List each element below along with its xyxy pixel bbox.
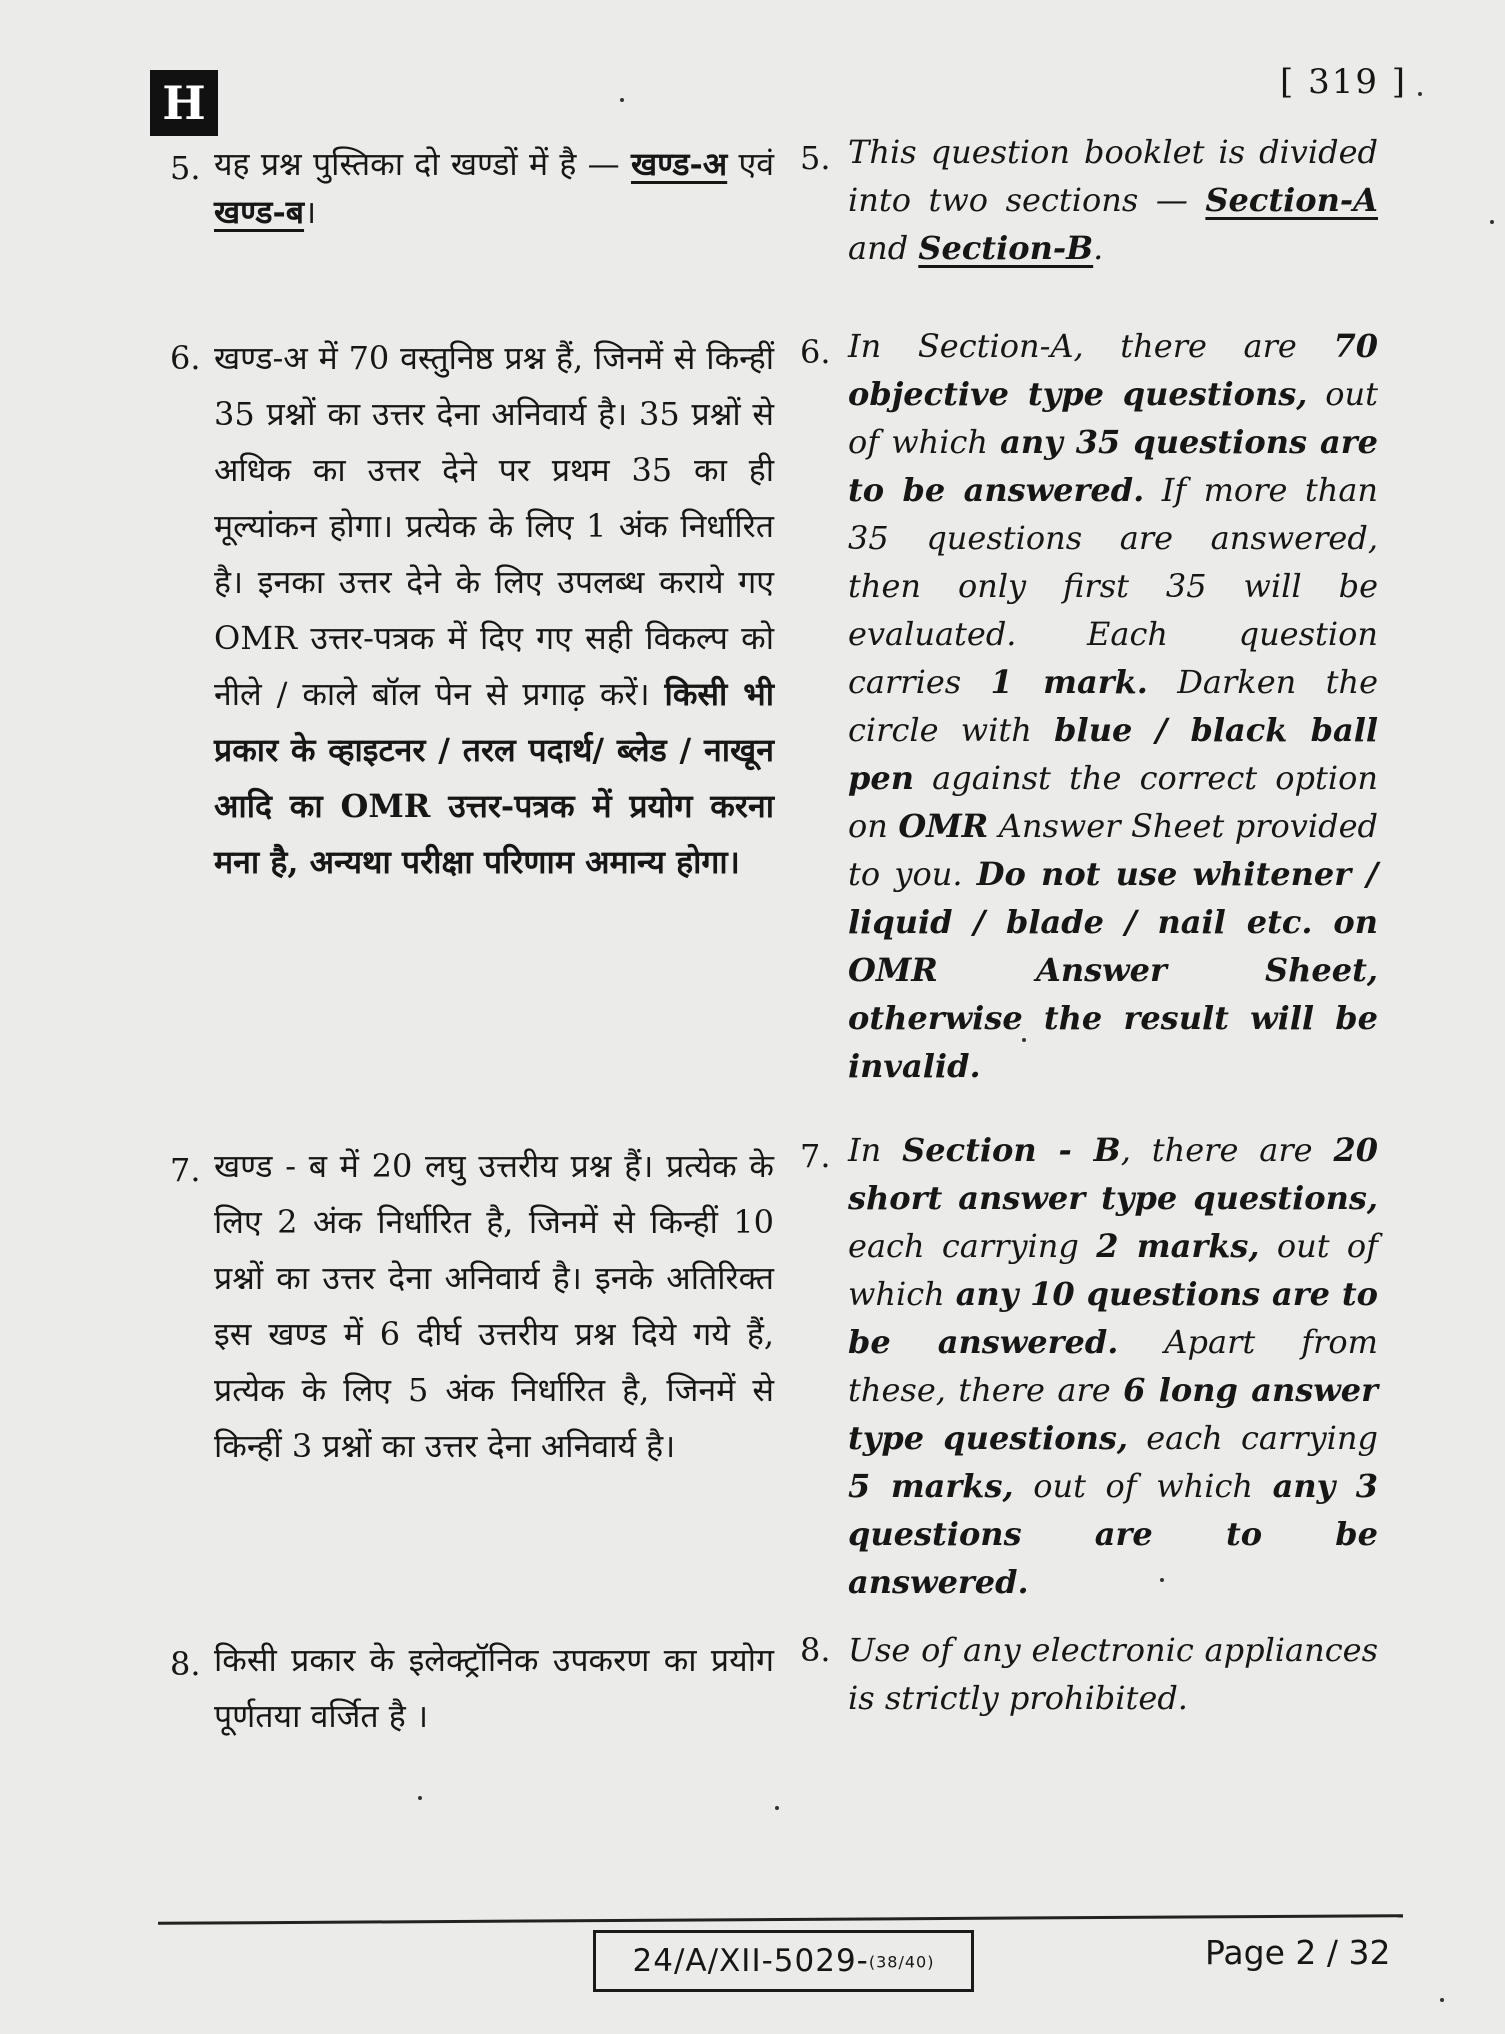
footer-divider [158, 1914, 1403, 1925]
scan-speck [1022, 1038, 1026, 1042]
english-text-part: Apart from these, there are [848, 1323, 1379, 1409]
english-bold-part: OMR [898, 807, 989, 845]
english-bold-part: 1 mark. [990, 663, 1148, 701]
hindi-text-part: यह प्रश्न पुस्तिका दो खण्डों में है — [214, 145, 631, 183]
item-8-english-text: Use of any electronic appliances is strictly prohibited. [848, 1631, 1378, 1717]
english-bold-part: 70 objective type questions, [848, 327, 1378, 413]
paper-code-box [593, 1930, 974, 1992]
english-text-part: out of which [848, 375, 1379, 461]
english-text-part: . [1093, 229, 1104, 267]
item-7-english-text [848, 1126, 1378, 1606]
english-text-part: out of which [848, 1227, 1379, 1313]
item-6-english-number: 6. [800, 333, 831, 371]
english-bold-part: blue / black ball pen [848, 711, 1379, 797]
english-text-part: This question booklet is divided into two sections — [848, 133, 1378, 219]
item-8-hindi-text: किसी प्रकार के इलेक्ट्रॉनिक उपकरण का प्रयोग पूर्णतया वर्जित है । [214, 1641, 774, 1735]
hindi-text-part: खण्ड-अ में 70 वस्तुनिष्ठ प्रश्न हैं, जिनमें से किन्हीं 35 प्रश्नों का उत्तर देना अनिवार्य है। 35 प्रश्नों से अधिक का उत्तर देने पर प्रथम 35 का ही मूल्यांकन होगा। प्रत्येक के लिए 1 अंक निर्धारित है। इनका उत्तर देने के लिए उपलब्ध कराये गए OMR उत्तर-पत्रक में दिए गए सही विकल्प को नीले / काले बॉल पेन से प्रगाढ़ करें। [214, 339, 774, 713]
english-bold-part: any 3 questions are to be answered. [848, 1467, 1379, 1601]
section-b-hindi: खण्ड-ब [214, 193, 305, 231]
section-a-english: Section-A [1205, 181, 1378, 219]
english-text-part: each carrying [1128, 1419, 1378, 1457]
hindi-warning-text: किसी भी प्रकार के व्हाइटनर / तरल पदार्थ/ ब्लेड / नाखून आदि का OMR उत्तर-पत्रक में प्रयोग करना मना है, अन्यथा परीक्षा परिणाम अमान्य होगा। [214, 675, 774, 881]
scan-speck [775, 1806, 779, 1810]
item-5-hindi-text [214, 140, 774, 236]
item-7-hindi-text: खण्ड - ब में 20 लघु उत्तरीय प्रश्न हैं। प्रत्येक के लिए 2 अंक निर्धारित है, जिनमें से किन्हीं 10 प्रश्नों का उत्तर देना अनिवार्य है। इनके अतिरिक्त इस खण्ड में 6 दीर्घ उत्तरीय प्रश्न दिये गये हैं, प्रत्येक के लिए 5 अंक निर्धारित है, जिनमें से किन्हीं 3 प्रश्नों का उत्तर देना अनिवार्य है। [214, 1147, 774, 1465]
english-text-part: against the correct option on [848, 759, 1378, 845]
english-warning-text: Do not use whitener / liquid / blade / nail etc. on OMR Answer Sheet, otherwise the result will be invalid. [848, 855, 1379, 1085]
section-a-hindi: खण्ड-अ [630, 145, 728, 183]
scan-speck [1160, 1578, 1164, 1582]
english-bold-part: 2 marks, [1096, 1227, 1260, 1265]
english-text-part: out of which [1013, 1467, 1273, 1505]
item-7-hindi-number: 7. [170, 1151, 201, 1189]
item-8-english-number: 8. [800, 1631, 831, 1669]
english-bold-part: 20 short answer type questions, [848, 1131, 1379, 1217]
scan-speck [1490, 220, 1494, 224]
scan-speck [1440, 1998, 1444, 2002]
item-6-hindi-number: 6. [170, 339, 201, 377]
english-text-part: , there are [1120, 1131, 1334, 1169]
scan-speck [1418, 92, 1422, 96]
section-b-english: Section-B [918, 229, 1094, 267]
english-text-part: In Section-A, there are [848, 327, 1334, 365]
item-6-english-text [848, 322, 1378, 1090]
paper-code-suffix: (38/40) [868, 1952, 935, 1972]
item-6-hindi-text [214, 330, 774, 890]
scan-speck [418, 1796, 422, 1800]
english-text-part: In [848, 1131, 903, 1169]
item-5-hindi-number: 5. [170, 149, 201, 187]
item-7-english-number: 7. [800, 1137, 831, 1175]
english-text-part: each carrying [848, 1227, 1097, 1265]
english-bold-part: 5 marks, [848, 1467, 1014, 1505]
page-number: [ 319 ] [1280, 62, 1408, 102]
english-text-part: Darken the circle with [848, 663, 1378, 749]
english-text-part: and [848, 229, 919, 267]
english-text-part: Answer Sheet provided to you. [848, 807, 1378, 893]
english-bold-part: 6 long answer type questions, [848, 1371, 1379, 1457]
scan-speck [620, 98, 624, 102]
hindi-text-part: । [304, 193, 317, 231]
page-count-label: Page 2 / 32 [1205, 1933, 1391, 1972]
set-mark-badge: H [150, 70, 218, 136]
item-8-hindi-number: 8. [170, 1645, 201, 1683]
english-bold-part: any 10 questions are to be answered. [848, 1275, 1379, 1361]
hindi-text-part: एवं [727, 145, 774, 183]
item-5-english-text [848, 128, 1378, 272]
paper-code: 24/A/XII-5029- [632, 1943, 869, 1979]
english-bold-part: any 35 questions are to be answered. [848, 423, 1379, 509]
english-text-part: If more than 35 questions are answered, then only first 35 will be evaluated. Each question carries [848, 471, 1379, 701]
english-bold-part: Section - B [902, 1131, 1121, 1169]
item-5-english-number: 5. [800, 139, 831, 177]
